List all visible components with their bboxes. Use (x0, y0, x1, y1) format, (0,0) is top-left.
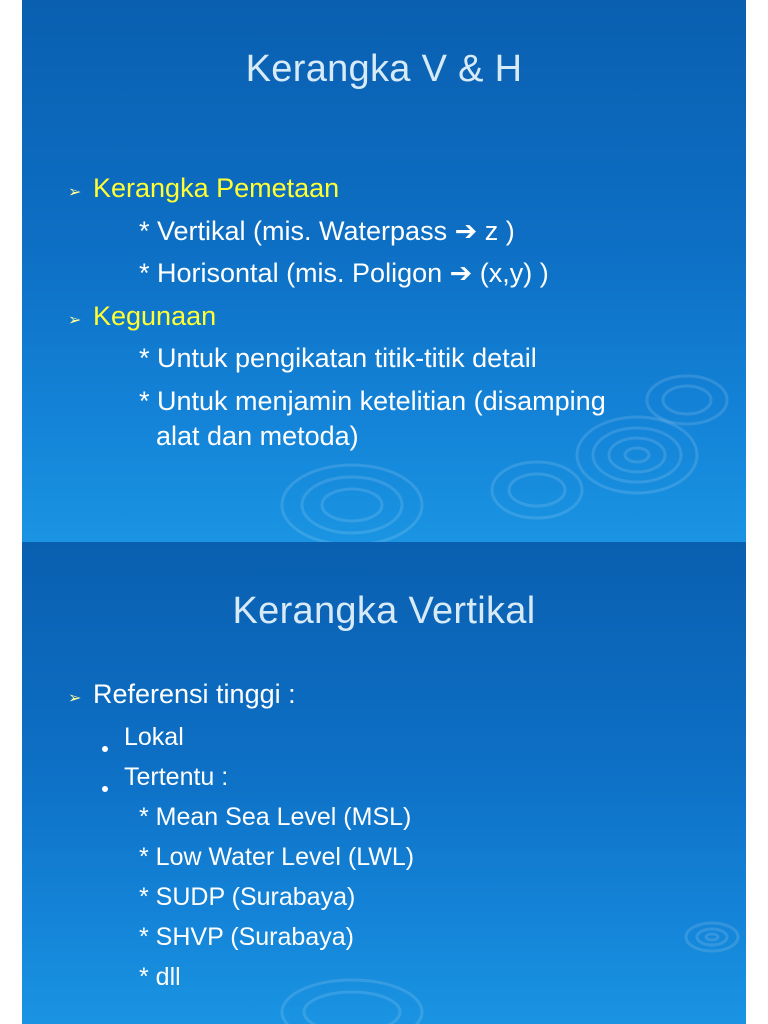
sub-item: * Untuk pengikatan titik-titik detail (139, 343, 537, 373)
slide-title: Kerangka V & H (245, 48, 523, 90)
sub-item: * Low Water Level (LWL) (139, 843, 415, 871)
slide-2 (22, 542, 746, 1024)
dot-bullet-icon (102, 786, 108, 792)
list-item-label: Referensi tinggi : (93, 679, 296, 709)
slide-title: Kerangka Vertikal (232, 590, 536, 632)
list-item-label: Kegunaan (93, 301, 217, 331)
sub-item-suffix: (x,y) ) (472, 258, 549, 288)
sub-item: * Mean Sea Level (MSL) (139, 803, 412, 831)
sub-item: * Untuk menjamin ketelitian (disamping (139, 386, 606, 416)
sub-item: * SUDP (Surabaya) (139, 883, 356, 911)
list-item-label: Kerangka Pemetaan (93, 173, 340, 203)
sub-item-continuation: alat dan metoda) (156, 421, 359, 451)
sub-item-text: * Horisontal (mis. Poligon (139, 258, 450, 288)
arrow-bullet-icon: ➢ (68, 184, 82, 201)
sub-item (139, 216, 515, 247)
dot-item: Tertentu : (124, 763, 229, 791)
sub-item-text: * Vertikal (mis. Waterpass (139, 216, 455, 246)
arrow-right-icon: ➔ (449, 258, 473, 288)
sub-item (139, 258, 549, 289)
dot-bullet-icon (102, 746, 108, 752)
sub-item: * SHVP (Surabaya) (139, 923, 354, 951)
slide-1 (22, 0, 746, 542)
arrow-bullet-icon: ➢ (68, 312, 82, 329)
arrow-right-icon: ➔ (454, 216, 478, 246)
arrow-bullet-icon: ➢ (68, 690, 82, 707)
sub-item-suffix: z ) (477, 216, 515, 246)
dot-item: Lokal (124, 723, 184, 751)
sub-item: * dll (139, 963, 181, 991)
